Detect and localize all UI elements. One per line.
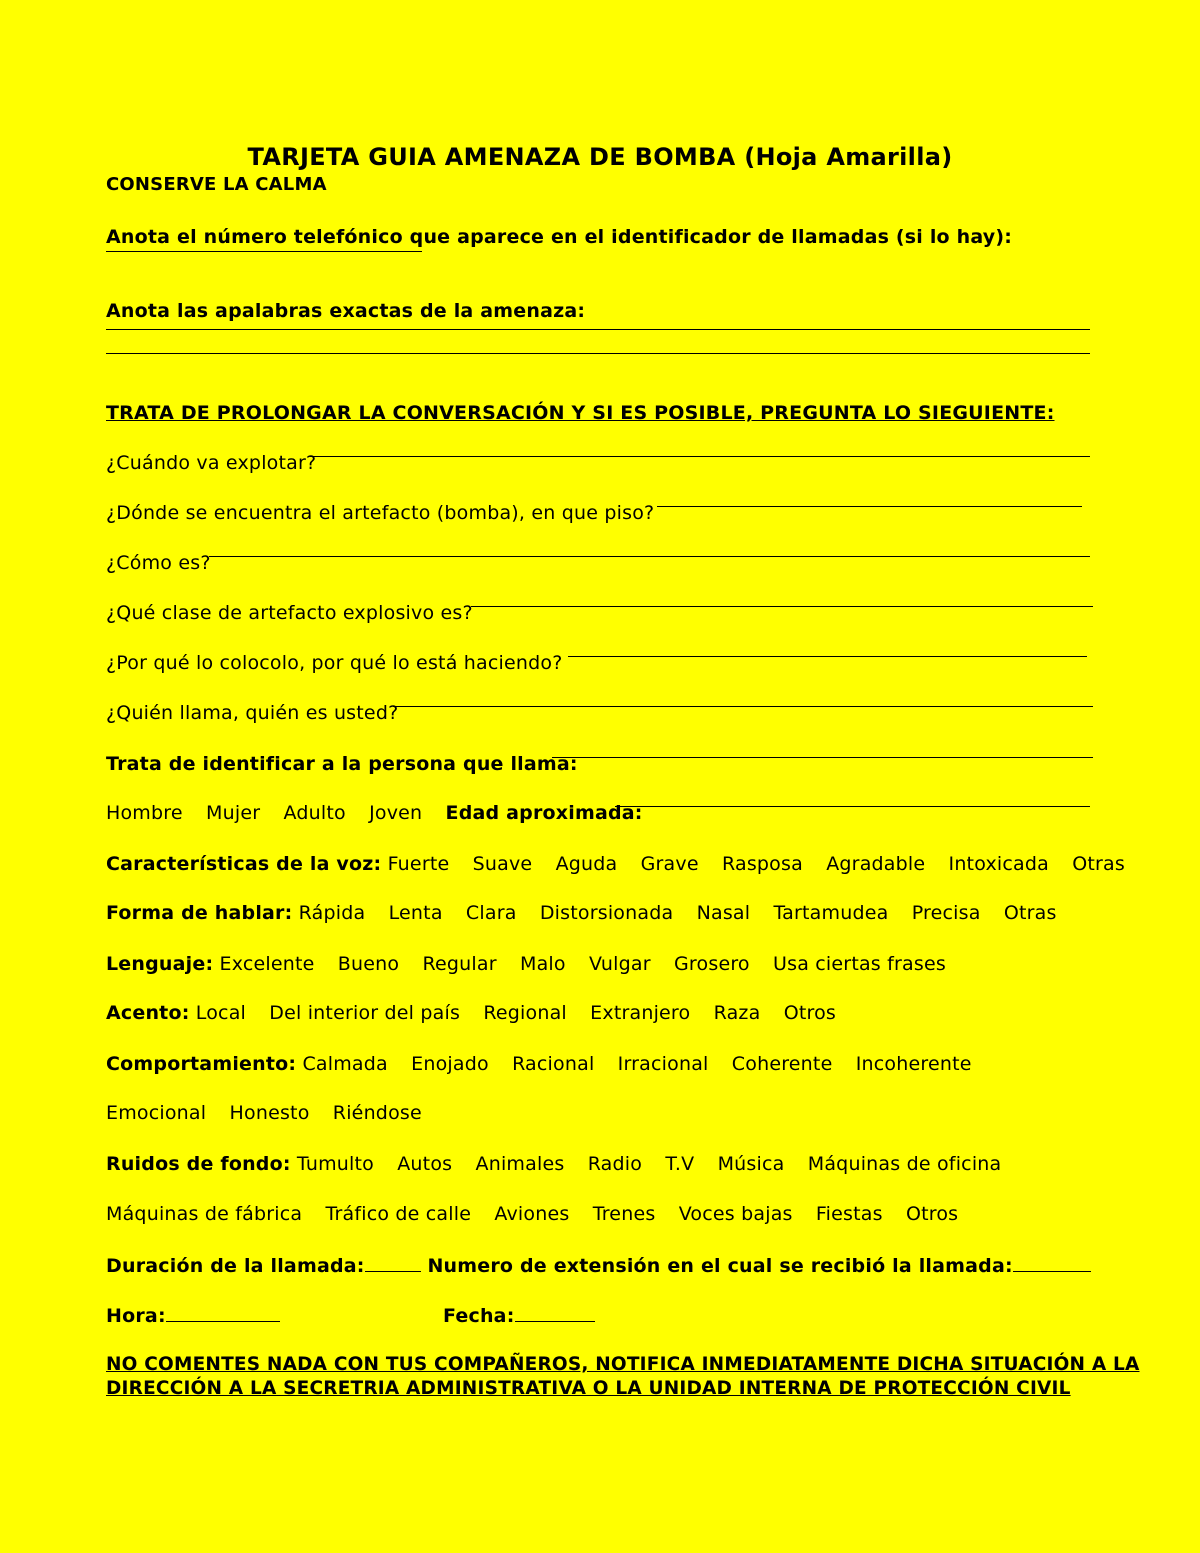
accent-option[interactable]: Raza xyxy=(713,1002,761,1024)
keep-calm-label: CONSERVE LA CALMA xyxy=(106,174,327,195)
noise-option[interactable]: Máquinas de fábrica xyxy=(106,1203,303,1225)
duration-field[interactable] xyxy=(365,1253,421,1272)
question-text: ¿Cómo es? xyxy=(106,552,211,574)
speech-option[interactable]: Precisa xyxy=(911,902,981,924)
answer-type-line[interactable] xyxy=(471,606,1093,607)
noise-option[interactable]: Tumulto xyxy=(296,1153,374,1175)
accent-option[interactable]: Del interior del país xyxy=(269,1002,461,1024)
question-where xyxy=(106,501,654,525)
noise-option[interactable]: Trenes xyxy=(592,1203,656,1225)
duration-label: Duración de la llamada: xyxy=(106,1255,365,1277)
noise-row xyxy=(106,1152,1018,1176)
noise-option[interactable]: Radio xyxy=(587,1153,643,1175)
threat-words-line-2[interactable] xyxy=(106,353,1090,354)
extension-field[interactable] xyxy=(1013,1253,1091,1272)
threat-words-prompt: Anota las apalabras exactas de la amenaza: xyxy=(106,300,586,322)
date-label: Fecha: xyxy=(443,1305,515,1327)
behavior-option[interactable]: Calmada xyxy=(302,1053,388,1075)
identify-caller-label: Trata de identificar a la persona que llama: xyxy=(106,753,578,775)
speech-label: Forma de hablar: xyxy=(106,902,293,924)
speech-option[interactable]: Lenta xyxy=(388,902,443,924)
behavior-option[interactable]: Honesto xyxy=(229,1102,310,1124)
behavior-option[interactable]: Riéndose xyxy=(332,1102,422,1124)
behavior-option[interactable]: Irracional xyxy=(617,1053,709,1075)
hour-label: Hora: xyxy=(106,1305,166,1327)
language-option[interactable]: Excelente xyxy=(219,953,315,975)
option-woman[interactable]: Mujer xyxy=(206,802,261,824)
voice-option[interactable]: Suave xyxy=(472,853,533,875)
age-label: Edad aproximada: xyxy=(445,802,643,824)
question-text: ¿Qué clase de artefacto explosivo es? xyxy=(106,602,473,624)
language-row xyxy=(106,952,963,976)
noise-option[interactable]: Tráfico de calle xyxy=(325,1203,472,1225)
noise-label: Ruidos de fondo: xyxy=(106,1153,291,1175)
noise-option[interactable]: Voces bajas xyxy=(678,1203,793,1225)
option-adult[interactable]: Adulto xyxy=(283,802,346,824)
voice-row xyxy=(106,852,1142,876)
noise-option[interactable]: T.V xyxy=(665,1153,695,1175)
voice-option[interactable]: Otras xyxy=(1072,853,1125,875)
behavior-option[interactable]: Coherente xyxy=(731,1053,833,1075)
voice-option[interactable]: Grave xyxy=(640,853,699,875)
accent-option[interactable]: Otros xyxy=(783,1002,837,1024)
voice-option[interactable]: Aguda xyxy=(555,853,618,875)
answer-how-line[interactable] xyxy=(209,556,1090,557)
person-row xyxy=(106,801,643,825)
language-label: Lenguaje: xyxy=(106,953,214,975)
question-who xyxy=(106,701,398,725)
phone-prompt: Anota el número telefónico que aparece en el identificador de llamadas (si lo hay): xyxy=(106,226,1013,248)
noise-option[interactable]: Música xyxy=(717,1153,785,1175)
speech-option[interactable]: Distorsionada xyxy=(539,902,674,924)
behavior-row-2 xyxy=(106,1101,439,1125)
option-man[interactable]: Hombre xyxy=(106,802,183,824)
question-text: ¿Cuándo va explotar? xyxy=(106,452,317,474)
notice-line-1: NO COMENTES NADA CON TUS COMPAÑEROS, NOTIFICA INMEDIATAMENTE DICHA SITUACIÓN A LA xyxy=(106,1354,1140,1375)
question-text: ¿Dónde se encuentra el artefacto (bomba), en que piso? xyxy=(106,502,655,524)
date-field[interactable] xyxy=(515,1303,595,1322)
voice-option[interactable]: Fuerte xyxy=(387,853,450,875)
hour-field[interactable] xyxy=(166,1303,280,1322)
language-option[interactable]: Regular xyxy=(422,953,497,975)
behavior-option[interactable]: Racional xyxy=(512,1053,595,1075)
accent-option[interactable]: Extranjero xyxy=(590,1002,691,1024)
age-answer-line[interactable] xyxy=(615,806,1090,807)
answer-why-line[interactable] xyxy=(568,656,1087,657)
question-how xyxy=(106,551,211,575)
behavior-row xyxy=(106,1052,989,1076)
noise-option[interactable]: Otros xyxy=(905,1203,959,1225)
speech-row xyxy=(106,901,1074,925)
noise-option[interactable]: Autos xyxy=(397,1153,453,1175)
call-duration-row xyxy=(106,1253,1091,1278)
speech-option[interactable]: Nasal xyxy=(696,902,751,924)
accent-row xyxy=(106,1001,853,1025)
voice-option[interactable]: Agradable xyxy=(826,853,926,875)
threat-words-line-1[interactable] xyxy=(106,329,1090,330)
language-option[interactable]: Grosero xyxy=(674,953,750,975)
notice-line-2: DIRECCIÓN A LA SECRETRIA ADMINISTRATIVA O LA UNIDAD INTERNA DE PROTECCIÓN CIVIL xyxy=(106,1378,1071,1399)
language-option[interactable]: Malo xyxy=(520,953,566,975)
answer-where-line[interactable] xyxy=(657,506,1082,507)
question-text: ¿Quién llama, quién es usted? xyxy=(106,702,399,724)
answer-who-line[interactable] xyxy=(393,706,1093,707)
page-title: TARJETA GUIA AMENAZA DE BOMBA (Hoja Amarilla) xyxy=(247,143,953,171)
behavior-label: Comportamiento: xyxy=(106,1053,297,1075)
speech-option[interactable]: Otras xyxy=(1003,902,1057,924)
extension-label: Numero de extensión en el cual se recibió la llamada: xyxy=(427,1255,1013,1277)
option-young[interactable]: Joven xyxy=(369,802,423,824)
phone-answer-line[interactable] xyxy=(106,251,422,252)
noise-option[interactable]: Aviones xyxy=(494,1203,570,1225)
voice-option[interactable]: Rasposa xyxy=(722,853,803,875)
question-why xyxy=(106,651,562,675)
voice-option[interactable]: Intoxicada xyxy=(948,853,1049,875)
noise-option[interactable]: Animales xyxy=(475,1153,565,1175)
identify-caller-line[interactable] xyxy=(552,757,1093,758)
behavior-option[interactable]: Enojado xyxy=(411,1053,489,1075)
noise-option[interactable]: Fiestas xyxy=(815,1203,883,1225)
speech-option[interactable]: Clara xyxy=(465,902,517,924)
language-option[interactable]: Bueno xyxy=(337,953,400,975)
question-type xyxy=(106,601,473,625)
speech-option[interactable]: Rápida xyxy=(298,902,366,924)
prolong-heading: TRATA DE PROLONGAR LA CONVERSACIÓN Y SI ES POSIBLE, PREGUNTA LO SIEGUIENTE: xyxy=(106,402,1055,424)
accent-option[interactable]: Local xyxy=(195,1002,247,1024)
behavior-option[interactable]: Incoherente xyxy=(855,1053,972,1075)
speech-option[interactable]: Tartamudea xyxy=(773,902,889,924)
accent-label: Acento: xyxy=(106,1002,190,1024)
hour-row xyxy=(106,1303,280,1328)
answer-when-line[interactable] xyxy=(310,456,1090,457)
noise-option[interactable]: Máquinas de oficina xyxy=(807,1153,1002,1175)
behavior-option[interactable]: Emocional xyxy=(106,1102,207,1124)
voice-label: Características de la voz: xyxy=(106,853,382,875)
question-when xyxy=(106,451,316,475)
question-text: ¿Por qué lo colocolo, por qué lo está haciendo? xyxy=(106,652,563,674)
accent-option[interactable]: Regional xyxy=(483,1002,567,1024)
noise-row-2 xyxy=(106,1202,975,1226)
language-option[interactable]: Vulgar xyxy=(589,953,651,975)
date-row xyxy=(443,1303,595,1328)
language-option[interactable]: Usa ciertas frases xyxy=(773,953,946,975)
